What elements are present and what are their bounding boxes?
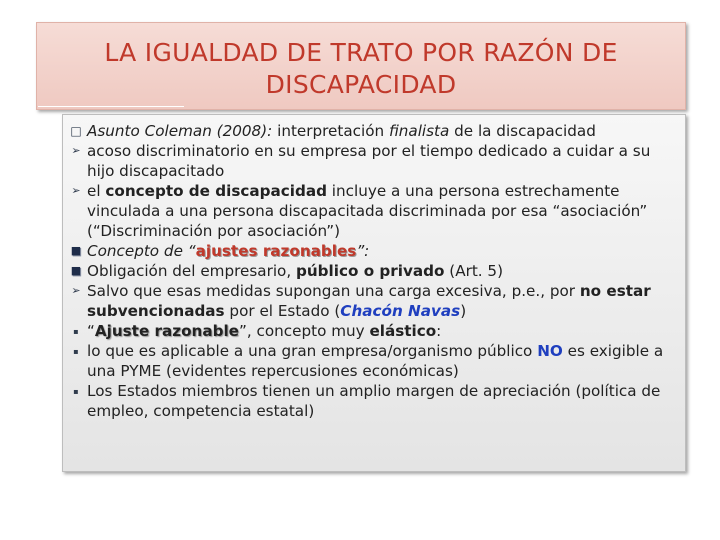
case-name: Asunto Coleman (2008): bbox=[87, 122, 273, 140]
emphasis-no: NO bbox=[537, 342, 563, 360]
case-chacon-navas: Chacón Navas bbox=[340, 302, 461, 320]
list-item-acoso: ➢ acoso discriminatorio en su empresa por el tiempo dedicado a cuidar a su hijo discapacitado bbox=[73, 141, 671, 181]
small-square-icon: ▪ bbox=[73, 347, 79, 356]
arrowhead-icon: ➢ bbox=[71, 184, 81, 197]
list-item-concepto-discapacidad: ➢ el concepto de discapacidad incluye a una persona estrechamente vinculada a una persona discapacitada discriminada por esa “asociación” (“Discriminación por asociación”) bbox=[73, 181, 671, 241]
list-item-obligacion: ■ Obligación del empresario, público o privado (Art. 5) bbox=[70, 262, 504, 280]
slide-title bbox=[37, 23, 685, 101]
small-square-icon: ▪ bbox=[73, 387, 79, 396]
emphasis-elastico: elástico bbox=[369, 322, 437, 340]
emphasis-ajustes: ajustes razonables bbox=[195, 242, 357, 260]
bullet-list bbox=[63, 115, 685, 421]
emphasis-no-subvencionadas: no estar subvencionadas bbox=[87, 282, 651, 320]
title-banner bbox=[36, 22, 686, 110]
hollow-square-icon: □ bbox=[70, 124, 82, 138]
title-underline-divider bbox=[38, 106, 184, 107]
title-line-1: LA IGUALDAD DE TRATO POR RAZÓN DE bbox=[104, 38, 618, 67]
arrowhead-icon: ➢ bbox=[71, 284, 81, 297]
emphasis-ajuste: Ajuste razonable bbox=[94, 322, 239, 340]
list-item-salvo: ➢ Salvo que esas medidas supongan una carga excesiva, p.e., por no estar subvencionadas por el Estado (Chacón Navas) bbox=[73, 281, 671, 321]
title-line-2: DISCAPACIDAD bbox=[265, 70, 457, 99]
small-square-icon: ▪ bbox=[73, 327, 79, 336]
list-item-pyme: ▪ lo que es aplicable a una gran empresa/organismo público NO es exigible a una PYME (evidentes repercusiones económicas) bbox=[73, 341, 671, 381]
emphasis-concepto: concepto de discapacidad bbox=[105, 182, 327, 200]
list-item-ajuste-razonable: ▪ “Ajuste razonable”, concepto muy elástico: bbox=[73, 321, 671, 341]
list-item-coleman: □ Asunto Coleman (2008): interpretación finalista de la discapacidad bbox=[70, 122, 596, 140]
arrowhead-icon: ➢ bbox=[71, 144, 81, 157]
emphasis-finalista: finalista bbox=[388, 122, 450, 140]
list-item-ajustes-razonables: ■ Concepto de “ajustes razonables”: bbox=[70, 242, 370, 260]
shadow-square-icon: ■ bbox=[70, 244, 82, 257]
list-item-estados-miembros: ▪ Los Estados miembros tienen un amplio margen de apreciación (política de empleo, competencia estatal) bbox=[73, 381, 671, 421]
emphasis-publico-privado: público o privado bbox=[296, 262, 445, 280]
shadow-square-icon: ■ bbox=[70, 264, 82, 277]
content-panel bbox=[62, 114, 686, 472]
